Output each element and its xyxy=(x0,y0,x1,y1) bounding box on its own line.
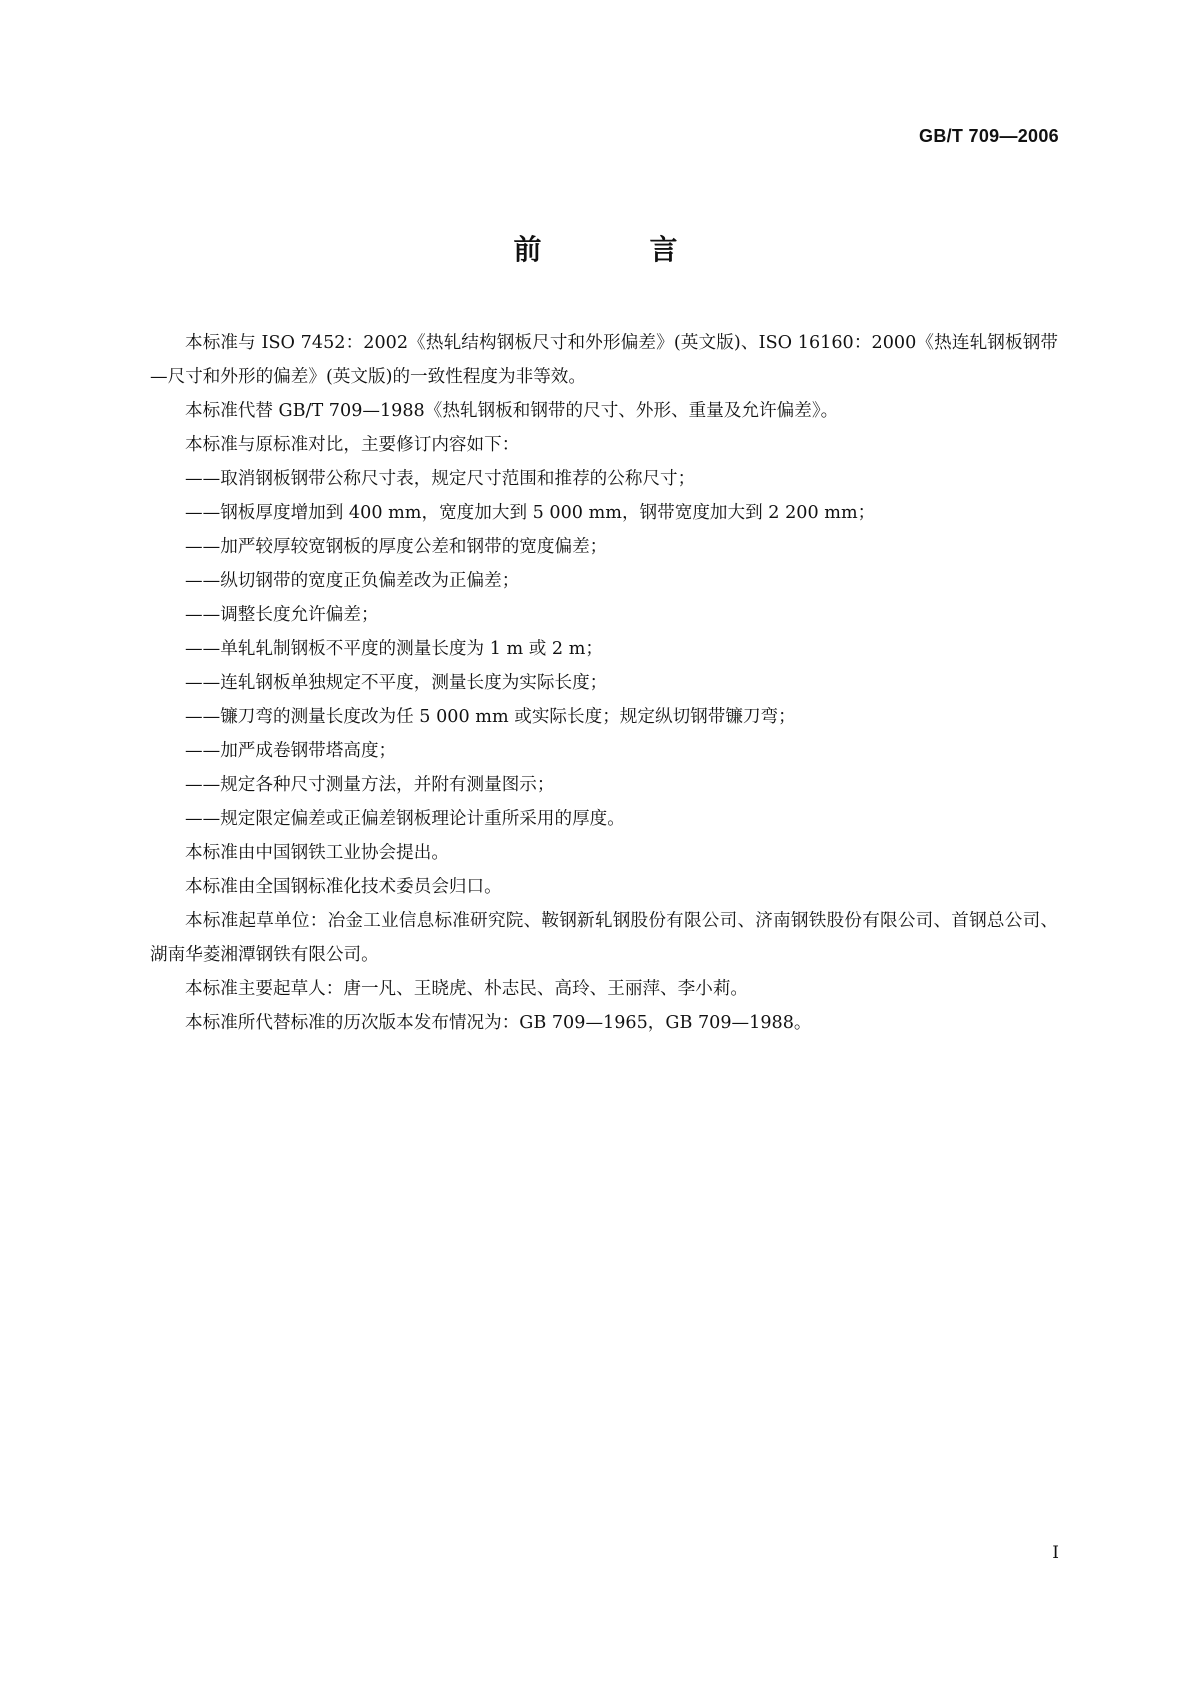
paragraph-history: 本标准所代替标准的历次版本发布情况为：GB 709—1965，GB 709—1988。 xyxy=(185,1013,812,1033)
paragraph-changes-intro: 本标准与原标准对比，主要修订内容如下： xyxy=(185,435,520,455)
list-item: ——镰刀弯的测量长度改为任 5 000 mm 或实际长度；规定纵切钢带镰刀弯； xyxy=(185,707,796,727)
list-item: ——纵切钢带的宽度正负偏差改为正偏差； xyxy=(185,571,520,591)
page-title: 前 言 xyxy=(513,233,718,266)
list-item: ——连轧钢板单独规定不平度，测量长度为实际长度； xyxy=(185,673,608,693)
list-item: ——钢板厚度增加到 400 mm，宽度加大到 5 000 mm，钢带宽度加大到 2 200 mm； xyxy=(185,503,876,523)
page-number: I xyxy=(1052,1543,1059,1563)
paragraph-equivalence: 本标准与 ISO 7452：2002《热轧结构钢板尺寸和外形偏差》(英文版)、ISO 16160：2000《热连轧钢板钢带—尺寸和外形的偏差》(英文版)的一致性程度为非等效。 xyxy=(150,333,1058,387)
list-item: ——规定限定偏差或正偏差钢板理论计重所采用的厚度。 xyxy=(185,809,625,829)
list-item: ——加严较厚较宽钢板的厚度公差和钢带的宽度偏差； xyxy=(185,537,608,557)
standard-code: GB/T 709—2006 xyxy=(919,126,1059,146)
list-item: ——加严成卷钢带塔高度； xyxy=(185,741,397,761)
list-item: ——单轧轧制钢板不平度的测量长度为 1 m 或 2 m； xyxy=(185,639,603,659)
paragraph-proposed-by: 本标准由中国钢铁工业协会提出。 xyxy=(185,843,449,863)
paragraph-administered-by: 本标准由全国钢标准化技术委员会归口。 xyxy=(185,877,502,897)
revision-list xyxy=(150,462,1058,836)
paragraph-drafting-units: 本标准起草单位：冶金工业信息标准研究院、鞍钢新轧钢股份有限公司、济南钢铁股份有限公司、首钢总公司、湖南华菱湘潭钢铁有限公司。 xyxy=(150,911,1058,965)
list-item: ——规定各种尺寸测量方法，并附有测量图示； xyxy=(185,775,555,795)
foreword-body xyxy=(150,326,1058,1040)
list-item: ——调整长度允许偏差； xyxy=(185,605,379,625)
list-item: ——取消钢板钢带公称尺寸表，规定尺寸范围和推荐的公称尺寸； xyxy=(185,469,696,489)
paragraph-drafters: 本标准主要起草人：唐一凡、王晓虎、朴志民、高玲、王丽萍、李小莉。 xyxy=(185,979,749,999)
paragraph-replaces: 本标准代替 GB/T 709—1988《热轧钢板和钢带的尺寸、外形、重量及允许偏差》。 xyxy=(185,401,839,421)
